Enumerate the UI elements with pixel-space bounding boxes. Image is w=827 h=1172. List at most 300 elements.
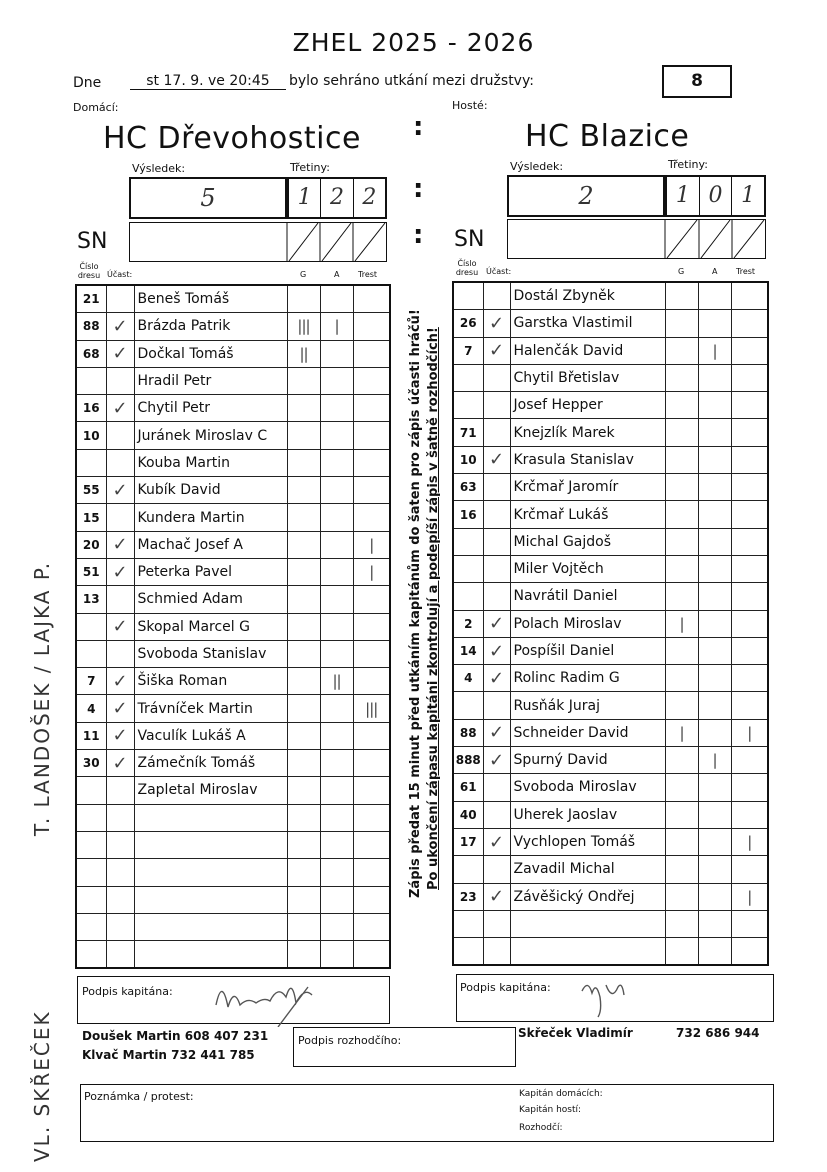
- home-player-row: [76, 750, 390, 777]
- away-player-row: [453, 856, 768, 883]
- player-name: Zámečník Tomáš: [134, 750, 287, 777]
- away-period-1: 1: [667, 177, 700, 215]
- player-goals: [287, 804, 320, 831]
- player-penalties: [353, 449, 390, 476]
- player-penalties: [731, 801, 768, 828]
- player-name: [510, 938, 665, 966]
- player-number: [76, 886, 106, 913]
- away-contact-phone: 732 686 944: [676, 1026, 760, 1040]
- player-goals: [287, 640, 320, 667]
- player-goals: [665, 392, 698, 419]
- player-assists: ||: [320, 668, 353, 695]
- player-name: Chytil Břetislav: [510, 364, 665, 391]
- home-player-row: [76, 859, 390, 886]
- home-period-2: 2: [321, 179, 353, 217]
- home-sn-label: SN: [77, 229, 108, 254]
- player-goals: [665, 637, 698, 664]
- player-goals: [287, 831, 320, 858]
- player-number: 10: [76, 422, 106, 449]
- player-attendance: ✓: [106, 395, 134, 422]
- player-name: Vychlopen Tomáš: [510, 828, 665, 855]
- player-goals: [665, 282, 698, 310]
- player-goals: [665, 938, 698, 966]
- player-attendance: ✓: [106, 722, 134, 749]
- player-attendance: ✓: [483, 446, 510, 473]
- player-assists: [698, 637, 731, 664]
- home-period-1: 1: [289, 179, 321, 217]
- player-assists: [698, 883, 731, 910]
- away-player-row: [453, 446, 768, 473]
- player-attendance: [483, 583, 510, 610]
- player-goals: [665, 528, 698, 555]
- player-penalties: [353, 859, 390, 886]
- home-player-row: [76, 531, 390, 558]
- player-attendance: [483, 692, 510, 719]
- away-player-row: [453, 610, 768, 637]
- player-name: [134, 859, 287, 886]
- player-penalties: [353, 422, 390, 449]
- away-team-name: HC Blazice: [525, 119, 690, 154]
- player-assists: [698, 282, 731, 310]
- player-penalties: [731, 665, 768, 692]
- away-player-row: [453, 392, 768, 419]
- player-penalties: [353, 504, 390, 531]
- player-number: [453, 856, 483, 883]
- player-name: Dostál Zbyněk: [510, 282, 665, 310]
- home-sn-box: [129, 222, 387, 262]
- player-name: Machač Josef A: [134, 531, 287, 558]
- player-penalties: [353, 886, 390, 913]
- player-attendance: [483, 555, 510, 582]
- player-number: 20: [76, 531, 106, 558]
- away-col-trest: Trest: [736, 267, 756, 276]
- player-attendance: [106, 886, 134, 913]
- player-number: 68: [76, 340, 106, 367]
- player-goals: [287, 695, 320, 722]
- player-number: 71: [453, 419, 483, 446]
- away-score: 2: [507, 175, 665, 217]
- player-penalties: [353, 804, 390, 831]
- home-label: Domácí:: [73, 101, 119, 114]
- margin-handwriting-name: VL. SKŘEČEK: [30, 1010, 54, 1162]
- player-number: [76, 777, 106, 804]
- player-attendance: ✓: [106, 558, 134, 585]
- player-number: 40: [453, 801, 483, 828]
- player-assists: [320, 586, 353, 613]
- home-player-row: [76, 586, 390, 613]
- player-number: [453, 938, 483, 966]
- player-penalties: [731, 583, 768, 610]
- player-attendance: ✓: [106, 668, 134, 695]
- player-penalties: [353, 668, 390, 695]
- player-name: Závěšický Ondřej: [510, 883, 665, 910]
- player-assists: [320, 477, 353, 504]
- player-attendance: [106, 504, 134, 531]
- player-name: Peterka Pavel: [134, 558, 287, 585]
- player-number: [76, 613, 106, 640]
- player-penalties: [731, 856, 768, 883]
- player-goals: [665, 856, 698, 883]
- away-player-row: [453, 310, 768, 337]
- away-sn-label: SN: [454, 227, 485, 252]
- player-number: [453, 528, 483, 555]
- away-player-row: [453, 774, 768, 801]
- away-player-row: [453, 555, 768, 582]
- player-name: Navrátil Daniel: [510, 583, 665, 610]
- player-penalties: |: [353, 531, 390, 558]
- away-col-ucast: Účast:: [486, 267, 512, 276]
- player-number: [453, 392, 483, 419]
- player-goals: [287, 613, 320, 640]
- player-goals: [287, 477, 320, 504]
- player-number: [453, 555, 483, 582]
- player-assists: [698, 392, 731, 419]
- player-penalties: [731, 938, 768, 966]
- away-player-row: [453, 419, 768, 446]
- player-assists: [698, 310, 731, 337]
- separator-colon: :: [413, 220, 424, 250]
- player-assists: [320, 804, 353, 831]
- away-player-row: [453, 692, 768, 719]
- home-player-row: [76, 613, 390, 640]
- form-title: ZHEL 2025 - 2026: [292, 28, 535, 57]
- player-penalties: [353, 777, 390, 804]
- player-assists: [320, 859, 353, 886]
- player-number: 63: [453, 474, 483, 501]
- away-col-dres: Číslo dresu: [455, 259, 479, 277]
- player-goals: [287, 367, 320, 394]
- home-player-row: [76, 804, 390, 831]
- home-player-row: [76, 777, 390, 804]
- away-player-row: [453, 883, 768, 910]
- player-name: Polach Miroslav: [510, 610, 665, 637]
- player-attendance: [483, 856, 510, 883]
- player-attendance: ✓: [483, 665, 510, 692]
- player-name: Brázda Patrik: [134, 313, 287, 340]
- player-penalties: [353, 941, 390, 969]
- away-captain-sign-label: Podpis kapitána:: [460, 981, 551, 994]
- center-note-1: Zápis předat 15 minut před utkáním kapitánům do šaten pro zápis účasti hráčů!: [408, 309, 423, 898]
- player-name: Kundera Martin: [134, 504, 287, 531]
- player-number: 2: [453, 610, 483, 637]
- player-assists: |: [320, 313, 353, 340]
- home-sn-slashes: [129, 222, 387, 262]
- player-goals: [665, 364, 698, 391]
- player-number: 14: [453, 637, 483, 664]
- player-assists: [320, 777, 353, 804]
- player-goals: [665, 801, 698, 828]
- player-number: 17: [453, 828, 483, 855]
- home-player-row: [76, 449, 390, 476]
- player-penalties: [731, 774, 768, 801]
- player-number: [76, 941, 106, 969]
- player-penalties: |||: [353, 695, 390, 722]
- home-player-row: [76, 340, 390, 367]
- player-assists: [698, 501, 731, 528]
- player-number: 61: [453, 774, 483, 801]
- home-player-row: [76, 367, 390, 394]
- player-goals: |: [665, 610, 698, 637]
- player-assists: [320, 831, 353, 858]
- home-roster-table: [75, 284, 391, 969]
- player-penalties: [731, 310, 768, 337]
- player-goals: [665, 474, 698, 501]
- away-player-row: [453, 637, 768, 664]
- player-name: Krčmař Lukáš: [510, 501, 665, 528]
- home-player-row: [76, 504, 390, 531]
- player-name: Zavadil Michal: [510, 856, 665, 883]
- note-protest-box: [80, 1084, 774, 1142]
- player-name: Kouba Martin: [134, 449, 287, 476]
- player-penalties: |: [731, 828, 768, 855]
- player-name: [134, 913, 287, 940]
- player-attendance: ✓: [106, 477, 134, 504]
- player-penalties: [353, 477, 390, 504]
- player-assists: [698, 692, 731, 719]
- away-sn-box: [507, 219, 766, 259]
- player-goals: [287, 422, 320, 449]
- player-assists: [320, 340, 353, 367]
- player-number: [76, 367, 106, 394]
- player-penalties: [731, 910, 768, 937]
- player-name: Garstka Vlastimil: [510, 310, 665, 337]
- home-captain-sign-label: Podpis kapitána:: [82, 985, 173, 998]
- player-attendance: ✓: [483, 337, 510, 364]
- date-label: Dne: [73, 75, 102, 91]
- player-assists: [320, 913, 353, 940]
- player-name: Šiška Roman: [134, 668, 287, 695]
- player-name: Rolinc Radim G: [510, 665, 665, 692]
- player-assists: [320, 722, 353, 749]
- player-number: 16: [76, 395, 106, 422]
- player-attendance: [483, 501, 510, 528]
- player-number: 4: [453, 665, 483, 692]
- player-assists: [320, 558, 353, 585]
- home-player-row: [76, 313, 390, 340]
- player-goals: [287, 668, 320, 695]
- player-goals: [665, 555, 698, 582]
- player-number: [76, 640, 106, 667]
- player-goals: [287, 750, 320, 777]
- player-attendance: [106, 586, 134, 613]
- away-captain-signature-box: [456, 974, 774, 1022]
- player-assists: [320, 941, 353, 969]
- player-assists: [698, 856, 731, 883]
- player-name: [134, 831, 287, 858]
- player-penalties: |: [353, 558, 390, 585]
- player-goals: [665, 446, 698, 473]
- player-penalties: [731, 446, 768, 473]
- player-number: 16: [453, 501, 483, 528]
- player-attendance: [106, 859, 134, 886]
- player-name: Beneš Tomáš: [134, 285, 287, 313]
- home-player-row: [76, 886, 390, 913]
- player-name: Skopal Marcel G: [134, 613, 287, 640]
- player-attendance: ✓: [106, 313, 134, 340]
- away-sn-slashes: [507, 219, 766, 259]
- home-periods: [287, 177, 387, 219]
- player-penalties: [731, 747, 768, 774]
- home-col-a: A: [334, 270, 340, 279]
- away-period-3: 1: [741, 183, 756, 208]
- player-number: 7: [76, 668, 106, 695]
- player-number: 30: [76, 750, 106, 777]
- player-attendance: [106, 640, 134, 667]
- player-number: 7: [453, 337, 483, 364]
- player-goals: [665, 692, 698, 719]
- player-penalties: [731, 282, 768, 310]
- player-penalties: [731, 637, 768, 664]
- away-player-row: [453, 801, 768, 828]
- player-number: [76, 831, 106, 858]
- player-goals: [287, 531, 320, 558]
- player-assists: [698, 528, 731, 555]
- player-name: Pospíšil Daniel: [510, 637, 665, 664]
- player-penalties: [731, 392, 768, 419]
- player-name: Dočkal Tomáš: [134, 340, 287, 367]
- player-attendance: [483, 392, 510, 419]
- player-goals: [665, 337, 698, 364]
- player-goals: ||: [287, 340, 320, 367]
- home-player-row: [76, 285, 390, 313]
- player-name: Krasula Stanislav: [510, 446, 665, 473]
- player-number: [76, 449, 106, 476]
- player-penalties: [731, 501, 768, 528]
- player-assists: [320, 395, 353, 422]
- player-assists: [320, 886, 353, 913]
- home-player-row: [76, 695, 390, 722]
- player-number: [453, 282, 483, 310]
- player-assists: [320, 367, 353, 394]
- player-assists: [698, 446, 731, 473]
- player-name: Juránek Miroslav C: [134, 422, 287, 449]
- referee-sign-label: Podpis rozhodčího:: [298, 1034, 402, 1047]
- player-penalties: [353, 722, 390, 749]
- away-period-2: 0: [700, 177, 733, 215]
- player-penalties: [353, 340, 390, 367]
- player-assists: [698, 828, 731, 855]
- player-number: 88: [453, 719, 483, 746]
- home-captain-signature: [208, 967, 348, 1027]
- player-attendance: [483, 801, 510, 828]
- home-team-name: HC Dřevohostice: [103, 121, 361, 156]
- player-attendance: ✓: [106, 340, 134, 367]
- player-attendance: [483, 474, 510, 501]
- away-periods: [665, 175, 766, 217]
- home-player-row: [76, 477, 390, 504]
- away-player-row: [453, 910, 768, 937]
- player-attendance: [106, 422, 134, 449]
- player-name: Krčmař Jaromír: [510, 474, 665, 501]
- away-contact-name: Skřeček Vladimír: [518, 1026, 633, 1040]
- home-contact-2: Klvač Martin 732 441 785: [82, 1048, 255, 1062]
- player-name: [134, 941, 287, 969]
- player-number: 4: [76, 695, 106, 722]
- footer-home-captain-label: Kapitán domácích:: [519, 1089, 603, 1099]
- player-attendance: ✓: [483, 883, 510, 910]
- player-name: Kubík David: [134, 477, 287, 504]
- player-attendance: [483, 419, 510, 446]
- away-label: Hosté:: [452, 99, 488, 112]
- player-attendance: [106, 941, 134, 969]
- player-penalties: [731, 337, 768, 364]
- separator-colon: :: [413, 112, 424, 142]
- player-name: Rusňák Juraj: [510, 692, 665, 719]
- away-player-row: [453, 938, 768, 966]
- player-goals: [665, 501, 698, 528]
- player-penalties: [353, 395, 390, 422]
- player-attendance: [483, 528, 510, 555]
- player-assists: [698, 555, 731, 582]
- home-result-label: Výsledek:: [132, 162, 186, 175]
- player-penalties: [731, 555, 768, 582]
- footer-away-captain-label: Kapitán hostí:: [519, 1105, 582, 1115]
- home-player-row: [76, 558, 390, 585]
- player-name: Trávníček Martin: [134, 695, 287, 722]
- player-attendance: ✓: [106, 613, 134, 640]
- home-col-g: G: [300, 270, 307, 279]
- player-penalties: [353, 613, 390, 640]
- player-name: Svoboda Miroslav: [510, 774, 665, 801]
- away-roster-table: [452, 281, 769, 966]
- player-assists: [698, 719, 731, 746]
- away-result-label: Výsledek:: [510, 160, 564, 173]
- player-attendance: [483, 910, 510, 937]
- player-number: 55: [76, 477, 106, 504]
- player-number: 26: [453, 310, 483, 337]
- player-penalties: [353, 285, 390, 313]
- player-name: Schmied Adam: [134, 586, 287, 613]
- player-attendance: [106, 367, 134, 394]
- player-name: [510, 910, 665, 937]
- player-goals: [287, 913, 320, 940]
- home-col-ucast: Účast:: [107, 270, 133, 279]
- away-periods-label: Třetiny:: [668, 158, 708, 171]
- player-goals: [287, 395, 320, 422]
- player-name: Svoboda Stanislav: [134, 640, 287, 667]
- player-name: Schneider David: [510, 719, 665, 746]
- match-date: st 17. 9. ve 20:45: [130, 73, 286, 90]
- player-goals: [665, 883, 698, 910]
- player-penalties: [353, 586, 390, 613]
- player-goals: |: [665, 719, 698, 746]
- player-penalties: [731, 474, 768, 501]
- referee-signature-box: [293, 1027, 516, 1067]
- player-number: [76, 804, 106, 831]
- home-player-row: [76, 395, 390, 422]
- player-goals: [287, 886, 320, 913]
- player-number: [453, 364, 483, 391]
- home-player-row: [76, 422, 390, 449]
- player-assists: [698, 364, 731, 391]
- player-penalties: [353, 831, 390, 858]
- player-goals: |||: [287, 313, 320, 340]
- home-period-3: 2: [362, 185, 377, 210]
- player-number: [453, 692, 483, 719]
- player-assists: [320, 613, 353, 640]
- player-attendance: ✓: [106, 531, 134, 558]
- player-goals: [287, 449, 320, 476]
- player-goals: [287, 859, 320, 886]
- away-player-row: [453, 583, 768, 610]
- away-col-a: A: [712, 267, 718, 276]
- player-attendance: [106, 804, 134, 831]
- away-player-row: [453, 474, 768, 501]
- home-col-dres: Číslo dresu: [77, 262, 101, 280]
- player-name: Miler Vojtěch: [510, 555, 665, 582]
- player-name: [134, 804, 287, 831]
- player-name: Hradil Petr: [134, 367, 287, 394]
